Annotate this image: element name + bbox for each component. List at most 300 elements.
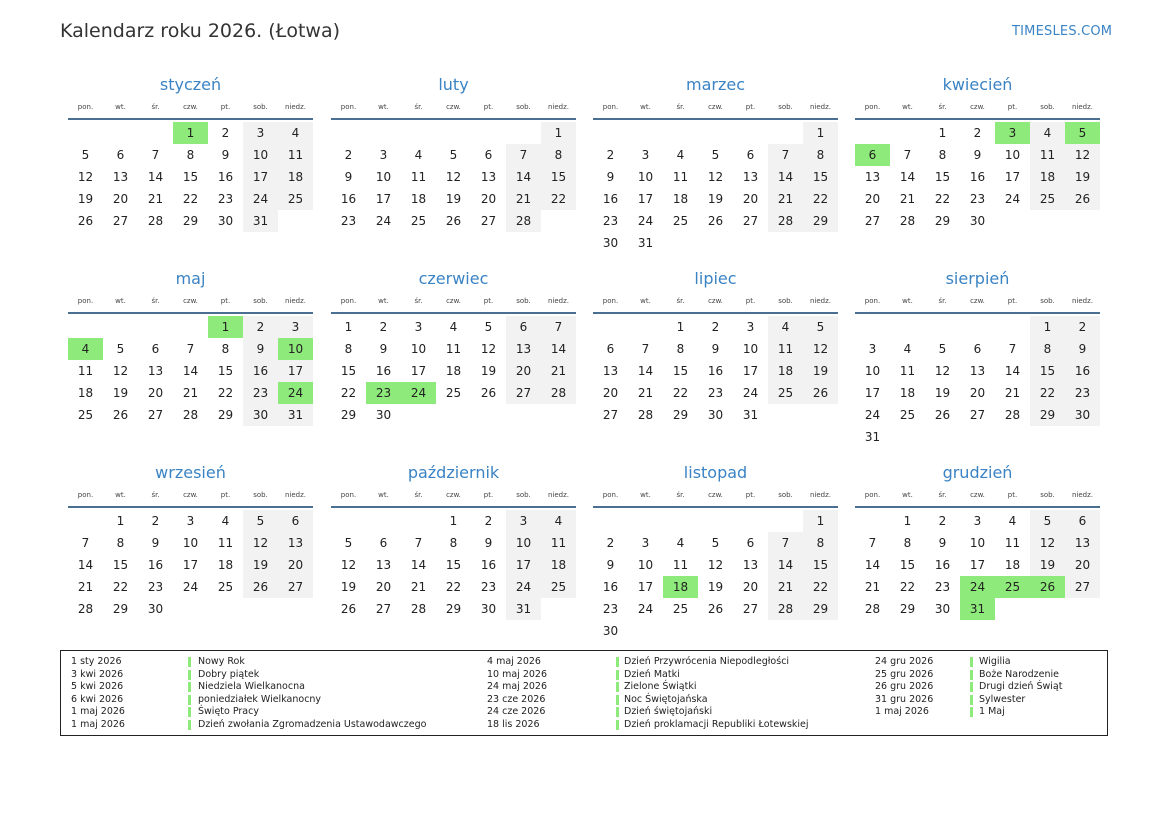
day-cell: 6 [855, 144, 890, 166]
day-grid [593, 510, 838, 642]
weekday-header [68, 295, 313, 314]
day-cell: 18 [768, 360, 803, 382]
weekday-label: czw. [970, 103, 985, 111]
day-cell: 23 [1065, 382, 1100, 404]
day-cell: 10 [410, 342, 427, 356]
legend-holiday-name: Święto Pracy [198, 706, 259, 717]
day-cell: 16 [147, 558, 164, 572]
day-cell: 5 [243, 510, 278, 532]
day-cell: 11 [1030, 144, 1065, 166]
weekday-header [855, 295, 1100, 314]
day-cell: 17 [637, 580, 654, 594]
day-cell: 23 [243, 382, 278, 404]
day-cell: 30 [969, 214, 986, 228]
day-cell: 26 [243, 576, 278, 598]
empty-cell [541, 404, 576, 426]
day-cell: 25 [541, 576, 576, 598]
empty-cell [995, 210, 1030, 232]
empty-cell [855, 316, 890, 338]
day-cell: 15 [899, 558, 916, 572]
day-cell: 25 [217, 580, 234, 594]
day-cell: 20 [278, 554, 313, 576]
empty-cell [401, 404, 436, 426]
day-cell: 7 [506, 144, 541, 166]
weekday-header [331, 489, 576, 508]
holiday-legend [60, 650, 1108, 736]
day-cell: 11 [541, 532, 576, 554]
weekday-label: pon. [602, 491, 619, 499]
day-cell: 24 [637, 602, 654, 616]
day-cell: 11 [445, 342, 462, 356]
day-cell: 3 [641, 148, 650, 162]
weekday-label: pt. [220, 103, 231, 111]
day-cell: 19 [934, 386, 951, 400]
weekday-label: niedz. [547, 491, 570, 499]
day-cell: 20 [375, 580, 392, 594]
empty-cell [173, 598, 208, 620]
day-cell: 31 [960, 598, 995, 620]
site-link[interactable]: TIMESLES.COM [1012, 24, 1113, 39]
day-cell: 21 [1004, 386, 1021, 400]
empty-cell [855, 122, 890, 144]
weekday-label: niedz. [547, 103, 570, 111]
day-cell: 13 [480, 170, 497, 184]
legend-date: 24 gru 2026 [875, 656, 934, 667]
day-cell: 3 [414, 320, 423, 334]
empty-cell [698, 122, 733, 144]
day-cell: 28 [899, 214, 916, 228]
weekday-header [331, 295, 576, 314]
empty-cell [663, 620, 698, 642]
day-cell: 3 [973, 514, 982, 528]
legend-holiday-name: Zielone Świątki [624, 681, 697, 692]
day-cell: 4 [676, 536, 685, 550]
day-cell: 18 [1030, 166, 1065, 188]
empty-cell [733, 122, 768, 144]
day-cell: 22 [934, 192, 951, 206]
empty-cell [803, 404, 838, 426]
day-cell: 14 [768, 166, 803, 188]
day-cell: 7 [151, 148, 160, 162]
empty-cell [733, 232, 768, 254]
empty-cell [1030, 426, 1065, 448]
legend-date: 1 maj 2026 [875, 706, 929, 717]
page-title: Kalendarz roku 2026. (Łotwa) [60, 20, 341, 42]
weekday-label: śr. [414, 491, 423, 499]
day-cell: 14 [768, 554, 803, 576]
weekday-label: pt. [1007, 103, 1018, 111]
legend-holiday-name: Dzień proklamacji Republiki Łotewskiej [624, 718, 809, 730]
day-cell: 14 [506, 166, 541, 188]
weekday-header [68, 101, 313, 120]
legend-holiday-name: Dzień Przywrócenia Niepodległości [624, 656, 790, 667]
day-cell: 16 [340, 192, 357, 206]
day-cell: 22 [340, 386, 357, 400]
day-cell: 11 [410, 170, 427, 184]
day-cell: 23 [934, 580, 951, 594]
day-cell: 6 [278, 510, 313, 532]
day-cell: 13 [969, 364, 986, 378]
weekday-label: sob. [1040, 491, 1055, 499]
day-cell: 30 [1065, 404, 1100, 426]
day-cell: 19 [1065, 166, 1100, 188]
empty-cell [995, 426, 1030, 448]
day-cell: 17 [243, 166, 278, 188]
weekday-label: czw. [183, 491, 198, 499]
day-cell: 12 [707, 558, 724, 572]
day-cell: 27 [375, 602, 392, 616]
weekday-label: pon. [77, 103, 94, 111]
day-cell: 6 [484, 148, 493, 162]
weekday-label: sob. [778, 297, 793, 305]
day-cell: 24 [1004, 192, 1021, 206]
day-cell: 18 [445, 364, 462, 378]
month-title: listopad [683, 463, 748, 482]
day-cell: 16 [707, 364, 724, 378]
day-cell: 2 [151, 514, 160, 528]
legend-date: 26 gru 2026 [875, 681, 934, 692]
day-cell: 26 [1065, 188, 1100, 210]
day-cell: 5 [1030, 510, 1065, 532]
day-grid [68, 316, 313, 426]
day-cell: 3 [379, 148, 388, 162]
day-cell: 13 [506, 338, 541, 360]
weekday-label: pon. [77, 491, 94, 499]
day-cell: 16 [1065, 360, 1100, 382]
day-cell: 27 [602, 408, 619, 422]
day-cell: 15 [672, 364, 689, 378]
day-cell: 14 [899, 170, 916, 184]
legend-date: 24 maj 2026 [487, 681, 548, 692]
day-cell: 25 [672, 214, 689, 228]
day-cell: 30 [243, 404, 278, 426]
day-cell: 21 [768, 188, 803, 210]
day-cell: 18 [899, 386, 916, 400]
empty-cell [890, 316, 925, 338]
day-cell: 3 [868, 342, 877, 356]
day-cell: 8 [803, 532, 838, 554]
day-cell: 22 [1030, 382, 1065, 404]
day-cell: 7 [81, 536, 90, 550]
day-cell: 4 [541, 510, 576, 532]
month-9 [68, 464, 313, 620]
day-cell: 8 [116, 536, 125, 550]
weekday-label: czw. [446, 491, 461, 499]
day-cell: 13 [375, 558, 392, 572]
day-cell: 27 [480, 214, 497, 228]
legend-date: 24 cze 2026 [487, 706, 546, 717]
day-cell: 22 [803, 576, 838, 598]
day-cell: 23 [340, 214, 357, 228]
day-cell: 28 [147, 214, 164, 228]
day-cell: 29 [899, 602, 916, 616]
day-cell: 29 [1030, 404, 1065, 426]
day-cell: 10 [864, 364, 881, 378]
empty-cell [995, 598, 1030, 620]
empty-cell [890, 122, 925, 144]
weekday-label: sob. [516, 491, 531, 499]
empty-cell [68, 122, 103, 144]
day-cell: 31 [864, 430, 881, 444]
day-cell: 27 [969, 408, 986, 422]
weekday-label: pt. [483, 491, 494, 499]
day-cell: 8 [186, 148, 195, 162]
day-cell: 24 [278, 382, 313, 404]
day-cell: 15 [803, 554, 838, 576]
day-cell: 2 [973, 126, 982, 140]
day-cell: 2 [938, 514, 947, 528]
day-cell: 5 [1065, 122, 1100, 144]
day-cell: 30 [602, 236, 619, 250]
day-cell: 7 [868, 536, 877, 550]
holiday-marker [970, 670, 973, 680]
weekday-label: czw. [708, 297, 723, 305]
month-10 [331, 464, 576, 620]
day-cell: 13 [864, 170, 881, 184]
weekday-label: pon. [864, 103, 881, 111]
month-title: wrzesień [155, 463, 226, 482]
day-cell: 16 [243, 360, 278, 382]
weekday-header [331, 101, 576, 120]
day-cell: 4 [449, 320, 458, 334]
weekday-label: wt. [115, 103, 126, 111]
day-cell: 2 [379, 320, 388, 334]
day-cell: 27 [742, 214, 759, 228]
day-cell: 17 [969, 558, 986, 572]
legend-holiday-name: Boże Narodzenie [979, 668, 1059, 680]
day-cell: 29 [934, 214, 951, 228]
day-cell: 31 [243, 210, 278, 232]
empty-cell [436, 122, 471, 144]
empty-cell [698, 620, 733, 642]
weekday-label: niedz. [1071, 103, 1094, 111]
day-cell: 9 [938, 536, 947, 550]
weekday-header [855, 101, 1100, 120]
day-cell: 8 [541, 144, 576, 166]
day-cell: 9 [973, 148, 982, 162]
day-cell: 23 [707, 386, 724, 400]
day-cell: 19 [707, 192, 724, 206]
day-cell: 8 [938, 148, 947, 162]
day-cell: 5 [484, 320, 493, 334]
weekday-label: pon. [77, 297, 94, 305]
day-cell: 7 [768, 532, 803, 554]
day-cell: 22 [541, 188, 576, 210]
day-cell: 25 [77, 408, 94, 422]
day-cell: 19 [445, 192, 462, 206]
day-grid [331, 316, 576, 426]
day-cell: 16 [217, 170, 234, 184]
empty-cell [960, 316, 995, 338]
month-title: październik [407, 463, 500, 482]
day-cell: 10 [243, 144, 278, 166]
day-cell: 1 [541, 122, 576, 144]
day-cell: 5 [711, 148, 720, 162]
day-cell: 17 [278, 360, 313, 382]
day-cell: 9 [379, 342, 388, 356]
day-cell: 12 [77, 170, 94, 184]
empty-cell [925, 426, 960, 448]
day-cell: 13 [278, 532, 313, 554]
day-cell: 16 [375, 364, 392, 378]
day-cell: 18 [410, 192, 427, 206]
day-cell: 29 [112, 602, 129, 616]
legend-holiday-name: Drugi dzień Świąt [979, 681, 1063, 692]
empty-cell [663, 122, 698, 144]
weekday-label: śr. [151, 491, 160, 499]
day-cell: 4 [903, 342, 912, 356]
day-grid [593, 122, 838, 254]
legend-row [61, 656, 1107, 669]
day-cell: 11 [77, 364, 94, 378]
day-cell: 15 [340, 364, 357, 378]
day-cell: 19 [1030, 554, 1065, 576]
day-cell: 1 [803, 122, 838, 144]
empty-cell [366, 510, 401, 532]
day-cell: 12 [112, 364, 129, 378]
day-cell: 24 [243, 188, 278, 210]
empty-cell [768, 404, 803, 426]
month-12 [855, 464, 1100, 620]
weekday-label: pt. [745, 297, 756, 305]
day-cell: 11 [217, 536, 234, 550]
day-cell: 14 [864, 558, 881, 572]
day-cell: 17 [637, 192, 654, 206]
empty-cell [68, 316, 103, 338]
empty-cell [208, 598, 243, 620]
day-cell: 22 [803, 188, 838, 210]
day-cell: 12 [340, 558, 357, 572]
legend-row [61, 669, 1107, 682]
day-cell: 2 [221, 126, 230, 140]
day-cell: 26 [934, 408, 951, 422]
legend-row [61, 719, 1107, 732]
empty-cell [471, 122, 506, 144]
empty-cell [628, 620, 663, 642]
day-cell: 23 [480, 580, 497, 594]
weekday-header [593, 489, 838, 508]
holiday-marker [970, 657, 973, 667]
weekday-label: sob. [253, 297, 268, 305]
day-cell: 7 [414, 536, 423, 550]
day-cell: 18 [77, 386, 94, 400]
empty-cell [1030, 210, 1065, 232]
day-cell: 20 [1065, 554, 1100, 576]
weekday-label: wt. [902, 491, 913, 499]
day-cell: 19 [803, 360, 838, 382]
day-cell: 6 [116, 148, 125, 162]
day-cell: 24 [637, 214, 654, 228]
day-cell: 11 [768, 338, 803, 360]
day-cell: 9 [711, 342, 720, 356]
day-cell: 9 [344, 170, 353, 184]
day-cell: 3 [506, 510, 541, 532]
day-cell: 14 [637, 364, 654, 378]
day-cell: 29 [340, 408, 357, 422]
day-cell: 27 [112, 214, 129, 228]
day-cell: 12 [1030, 532, 1065, 554]
day-cell: 4 [1008, 514, 1017, 528]
legend-date: 18 lis 2026 [487, 718, 540, 730]
month-3 [593, 76, 838, 254]
legend-holiday-name: Dobry piątek [198, 668, 260, 680]
weekday-label: wt. [902, 103, 913, 111]
day-cell: 12 [1065, 144, 1100, 166]
day-cell: 26 [707, 214, 724, 228]
day-cell: 8 [903, 536, 912, 550]
day-cell: 18 [1004, 558, 1021, 572]
day-cell: 21 [899, 192, 916, 206]
empty-cell [628, 122, 663, 144]
empty-cell [138, 122, 173, 144]
month-title: luty [438, 75, 469, 94]
day-grid [593, 316, 838, 426]
day-cell: 14 [1004, 364, 1021, 378]
month-title: maj [175, 269, 206, 288]
weekday-header [593, 101, 838, 120]
day-cell: 27 [506, 382, 541, 404]
day-cell: 16 [480, 558, 497, 572]
day-cell: 26 [480, 386, 497, 400]
empty-cell [471, 404, 506, 426]
day-cell: 24 [182, 580, 199, 594]
day-cell: 20 [742, 192, 759, 206]
day-cell: 20 [480, 192, 497, 206]
day-cell: 1 [676, 320, 685, 334]
weekday-label: śr. [676, 103, 685, 111]
day-cell: 27 [1065, 576, 1100, 598]
day-cell: 7 [641, 342, 650, 356]
day-cell: 5 [344, 536, 353, 550]
legend-date: 3 kwi 2026 [71, 668, 124, 680]
day-cell: 14 [410, 558, 427, 572]
day-cell: 26 [112, 408, 129, 422]
day-cell: 17 [1004, 170, 1021, 184]
day-cell: 12 [243, 532, 278, 554]
day-cell: 13 [742, 558, 759, 572]
day-cell: 9 [606, 558, 615, 572]
legend-holiday-name: poniedziałek Wielkanocny [198, 693, 322, 705]
weekday-label: pt. [745, 103, 756, 111]
day-cell: 21 [637, 386, 654, 400]
weekday-label: śr. [151, 103, 160, 111]
weekday-label: śr. [414, 103, 423, 111]
day-cell: 19 [112, 386, 129, 400]
day-cell: 1 [803, 510, 838, 532]
day-cell: 8 [344, 342, 353, 356]
weekday-label: pon. [602, 103, 619, 111]
day-cell: 27 [147, 408, 164, 422]
day-cell: 28 [864, 602, 881, 616]
day-cell: 11 [278, 144, 313, 166]
day-cell: 8 [1030, 338, 1065, 360]
day-cell: 2 [484, 514, 493, 528]
day-cell: 24 [864, 408, 881, 422]
weekday-label: niedz. [809, 491, 832, 499]
day-cell: 3 [995, 122, 1030, 144]
day-cell: 7 [903, 148, 912, 162]
day-cell: 9 [606, 170, 615, 184]
day-cell: 22 [672, 386, 689, 400]
day-cell: 25 [410, 214, 427, 228]
day-cell: 18 [217, 558, 234, 572]
legend-holiday-name: Niedziela Wielkanocna [198, 681, 305, 692]
day-cell: 16 [934, 558, 951, 572]
weekday-label: pt. [745, 491, 756, 499]
day-cell: 15 [541, 166, 576, 188]
empty-cell [278, 210, 313, 232]
month-8 [855, 270, 1100, 448]
